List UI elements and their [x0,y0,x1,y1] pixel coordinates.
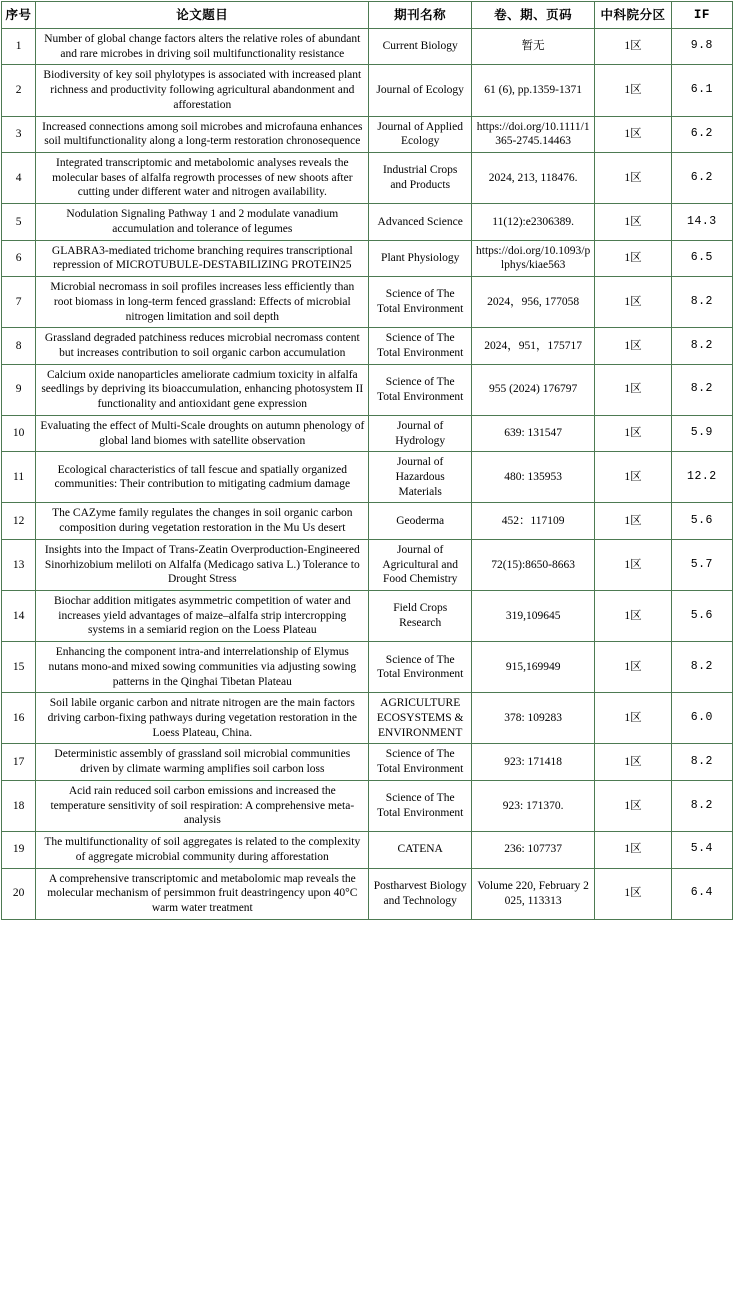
cell-volume-pages: 923: 171370. [471,780,595,831]
cell-cas-zone: 1区 [595,832,671,868]
cell-cas-zone: 1区 [595,204,671,240]
cell-impact-factor: 5.9 [671,415,732,451]
cell-cas-zone: 1区 [595,642,671,693]
cell-impact-factor: 14.3 [671,204,732,240]
cell-impact-factor: 6.1 [671,65,732,116]
cell-cas-zone: 1区 [595,153,671,204]
cell-cas-zone: 1区 [595,328,671,364]
cell-volume-pages: 2024, 213, 118476. [471,153,595,204]
cell-index: 15 [2,642,36,693]
table-row [2,780,733,831]
cell-impact-factor: 8.2 [671,780,732,831]
cell-cas-zone: 1区 [595,868,671,919]
table-row [2,415,733,451]
cell-cas-zone: 1区 [595,780,671,831]
cell-impact-factor: 8.2 [671,642,732,693]
cell-journal-name: Science of The Total Environment [369,744,471,780]
column-header-index: 序号 [2,2,36,29]
column-header-journal: 期刊名称 [369,2,471,29]
cell-volume-pages: 236: 107737 [471,832,595,868]
cell-cas-zone: 1区 [595,65,671,116]
cell-journal-name: Advanced Science [369,204,471,240]
cell-cas-zone: 1区 [595,693,671,744]
cell-paper-title: Soil labile organic carbon and nitrate nitrogen are the main factors driving carbon-fixing pathways during vegetation restoration in the Loess Plateau, China. [36,693,369,744]
cell-index: 14 [2,591,36,642]
cell-cas-zone: 1区 [595,503,671,539]
cell-cas-zone: 1区 [595,277,671,328]
cell-paper-title: Ecological characteristics of tall fescue and spatially organized communities: Their contribution to mitigating cadmium damage [36,452,369,503]
cell-impact-factor: 8.2 [671,744,732,780]
cell-paper-title: Evaluating the effect of Multi-Scale droughts on autumn phenology of global land biomes with satellite observation [36,415,369,451]
cell-index: 16 [2,693,36,744]
cell-journal-name: Science of The Total Environment [369,364,471,415]
cell-volume-pages: 480: 135953 [471,452,595,503]
cell-volume-pages: https://doi.org/10.1111/1365-2745.14463 [471,116,595,152]
cell-impact-factor: 6.2 [671,116,732,152]
cell-journal-name: Industrial Crops and Products [369,153,471,204]
cell-paper-title: The multifunctionality of soil aggregates is related to the complexity of aggregate microbial community during afforestation [36,832,369,868]
cell-paper-title: Enhancing the component intra-and interrelationship of Elymus nutans mono-and mixed sowing communities via adjusting sowing patterns in the Qinghai Tibetan Plateau [36,642,369,693]
cell-impact-factor: 6.2 [671,153,732,204]
cell-volume-pages: 72(15):8650-8663 [471,539,595,590]
cell-impact-factor: 5.6 [671,591,732,642]
table-row [2,116,733,152]
cell-cas-zone: 1区 [595,452,671,503]
cell-journal-name: Science of The Total Environment [369,642,471,693]
cell-paper-title: A comprehensive transcriptomic and metabolomic map reveals the molecular mechanism of persimmon fruit deastringency upon 40°C warm water treatment [36,868,369,919]
cell-volume-pages: 639: 131547 [471,415,595,451]
column-header-impact-factor: IF [671,2,732,29]
table-row [2,832,733,868]
table-row [2,240,733,276]
table-row [2,277,733,328]
cell-cas-zone: 1区 [595,116,671,152]
cell-cas-zone: 1区 [595,415,671,451]
cell-journal-name: Science of The Total Environment [369,328,471,364]
cell-impact-factor: 9.8 [671,29,732,65]
cell-volume-pages: 11(12):e2306389. [471,204,595,240]
cell-journal-name: Plant Physiology [369,240,471,276]
table-row [2,65,733,116]
table-row [2,153,733,204]
column-header-volume: 卷、期、页码 [471,2,595,29]
cell-index: 4 [2,153,36,204]
cell-cas-zone: 1区 [595,364,671,415]
cell-journal-name: AGRICULTURE ECOSYSTEMS & ENVIRONMENT [369,693,471,744]
cell-index: 18 [2,780,36,831]
cell-index: 12 [2,503,36,539]
cell-volume-pages: 955 (2024) 176797 [471,364,595,415]
cell-paper-title: Increased connections among soil microbes and microfauna enhances soil multifunctionality along a long-term restoration chronosequence [36,116,369,152]
cell-cas-zone: 1区 [595,240,671,276]
cell-journal-name: Field Crops Research [369,591,471,642]
cell-paper-title: Integrated transcriptomic and metabolomic analyses reveals the molecular bases of alfalfa regrowth processes of new shoots after cutting under different water and nitrogen availability. [36,153,369,204]
cell-impact-factor: 6.5 [671,240,732,276]
cell-impact-factor: 8.2 [671,364,732,415]
cell-cas-zone: 1区 [595,744,671,780]
cell-paper-title: GLABRA3-mediated trichome branching requires transcriptional repression of MICROTUBULE-DESTABILIZING PROTEIN25 [36,240,369,276]
cell-volume-pages: 暂无 [471,29,595,65]
cell-index: 11 [2,452,36,503]
cell-impact-factor: 5.6 [671,503,732,539]
table-row [2,29,733,65]
cell-index: 5 [2,204,36,240]
cell-impact-factor: 8.2 [671,328,732,364]
table-row [2,503,733,539]
cell-journal-name: Journal of Hydrology [369,415,471,451]
cell-volume-pages: 2024，956, 177058 [471,277,595,328]
cell-impact-factor: 5.4 [671,832,732,868]
cell-volume-pages: https://doi.org/10.1093/plphys/kiae563 [471,240,595,276]
cell-impact-factor: 5.7 [671,539,732,590]
table-row [2,591,733,642]
cell-paper-title: The CAZyme family regulates the changes in soil organic carbon composition during vegetation restoration in the Mu Us desert [36,503,369,539]
cell-paper-title: Number of global change factors alters the relative roles of abundant and rare microbes in driving soil multifunctionality resistance [36,29,369,65]
cell-volume-pages: 915,169949 [471,642,595,693]
cell-volume-pages: 2024，951，175717 [471,328,595,364]
cell-volume-pages: 923: 171418 [471,744,595,780]
cell-paper-title: Nodulation Signaling Pathway 1 and 2 modulate vanadium accumulation and tolerance of legumes [36,204,369,240]
cell-volume-pages: Volume 220, February 2025, 113313 [471,868,595,919]
cell-journal-name: Postharvest Biology and Technology [369,868,471,919]
table-row [2,642,733,693]
cell-paper-title: Calcium oxide nanoparticles ameliorate cadmium toxicity in alfalfa seedlings by depriving its bioaccumulation, enhancing photosystem II functionality and antioxidant gene expression [36,364,369,415]
cell-index: 9 [2,364,36,415]
publications-table [1,1,733,920]
cell-paper-title: Insights into the Impact of Trans-Zeatin Overproduction-Engineered Sinorhizobium meliloti on Alfalfa (Medicago sativa L.) Tolerance to Drought Stress [36,539,369,590]
cell-impact-factor: 12.2 [671,452,732,503]
cell-paper-title: Biochar addition mitigates asymmetric competition of water and increases yield advantages of maize–alfalfa strip intercropping systems in a semiarid region on the Loess Plateau [36,591,369,642]
cell-paper-title: Deterministic assembly of grassland soil microbial communities driven by climate warming amplifies soil carbon loss [36,744,369,780]
column-header-title: 论文题目 [36,2,369,29]
cell-paper-title: Grassland degraded patchiness reduces microbial necromass content but increases contribution to soil organic carbon accumulation [36,328,369,364]
cell-impact-factor: 8.2 [671,277,732,328]
cell-volume-pages: 378: 109283 [471,693,595,744]
column-header-cas-zone: 中科院分区 [595,2,671,29]
table-header-row [2,2,733,29]
cell-volume-pages: 319,109645 [471,591,595,642]
cell-impact-factor: 6.0 [671,693,732,744]
table-row [2,744,733,780]
cell-index: 8 [2,328,36,364]
cell-index: 2 [2,65,36,116]
cell-journal-name: Journal of Applied Ecology [369,116,471,152]
cell-paper-title: Biodiversity of key soil phylotypes is associated with increased plant richness and productivity following agricultural abandonment and afforestation [36,65,369,116]
cell-journal-name: Geoderma [369,503,471,539]
table-row [2,204,733,240]
table-row [2,539,733,590]
cell-cas-zone: 1区 [595,29,671,65]
cell-index: 19 [2,832,36,868]
cell-volume-pages: 61 (6), pp.1359-1371 [471,65,595,116]
table-row [2,364,733,415]
document-page [0,1,734,1314]
cell-index: 1 [2,29,36,65]
cell-journal-name: CATENA [369,832,471,868]
cell-journal-name: Current Biology [369,29,471,65]
table-row [2,693,733,744]
cell-paper-title: Acid rain reduced soil carbon emissions and increased the temperature sensitivity of soil respiration: A comprehensive meta-analysis [36,780,369,831]
cell-impact-factor: 6.4 [671,868,732,919]
cell-journal-name: Science of The Total Environment [369,277,471,328]
cell-index: 20 [2,868,36,919]
cell-cas-zone: 1区 [595,591,671,642]
table-row [2,328,733,364]
cell-index: 6 [2,240,36,276]
cell-index: 3 [2,116,36,152]
cell-index: 13 [2,539,36,590]
cell-index: 7 [2,277,36,328]
cell-cas-zone: 1区 [595,539,671,590]
cell-volume-pages: 452：117109 [471,503,595,539]
cell-paper-title: Microbial necromass in soil profiles increases less efficiently than root biomass in long-term fenced grassland: Effects of microbial nitrogen limitation and soil depth [36,277,369,328]
cell-journal-name: Journal of Agricultural and Food Chemistry [369,539,471,590]
cell-index: 10 [2,415,36,451]
cell-index: 17 [2,744,36,780]
table-body [2,29,733,920]
table-row [2,868,733,919]
table-row [2,452,733,503]
cell-journal-name: Science of The Total Environment [369,780,471,831]
cell-journal-name: Journal of Hazardous Materials [369,452,471,503]
cell-journal-name: Journal of Ecology [369,65,471,116]
